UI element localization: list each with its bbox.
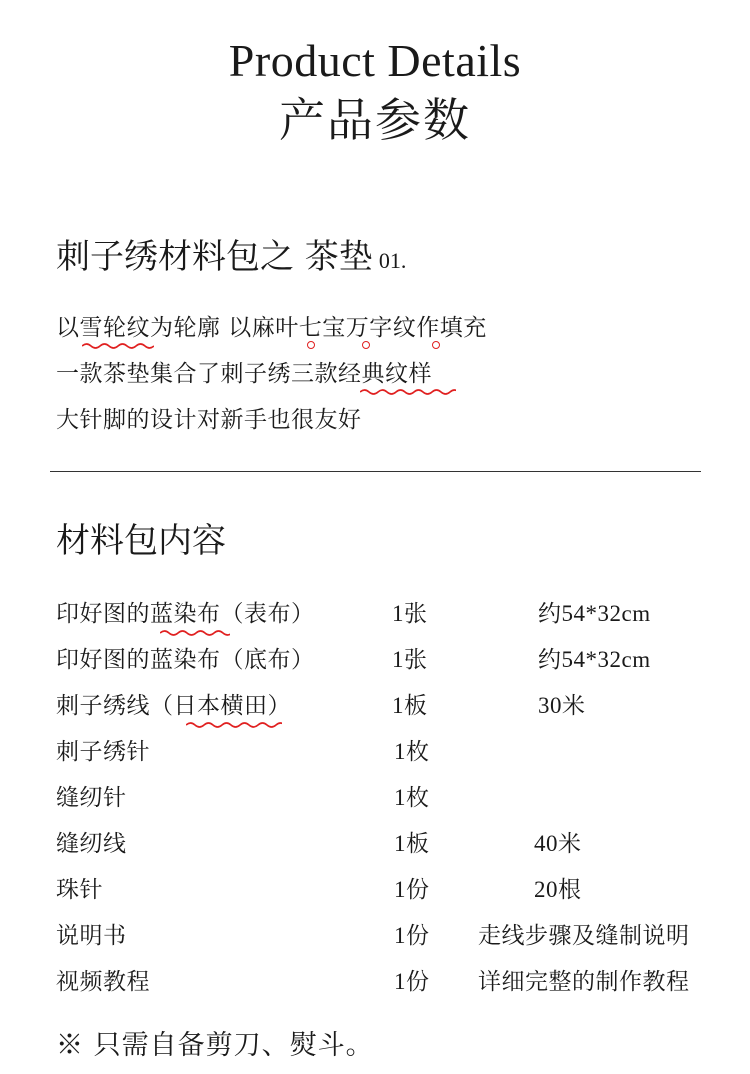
item-name: 视频教程	[56, 969, 150, 995]
product-number: 01.	[378, 248, 407, 273]
item-note: 约54*32cm	[538, 601, 651, 626]
item-name: 刺子绣针	[56, 739, 150, 765]
item-note: 30米	[538, 693, 586, 718]
item-note: 20根	[534, 877, 582, 902]
item-qty: 1张	[392, 601, 428, 626]
item-name: 印好图的蓝染布（底布）	[56, 647, 315, 673]
emphasis-dot-mark	[307, 341, 315, 349]
contents-title: 材料包内容	[56, 521, 226, 561]
description-line-2: 一款茶垫集合了刺子绣三款经典纹样	[56, 361, 432, 387]
item-name: 说明书	[56, 923, 127, 949]
item-qty: 1张	[392, 647, 428, 672]
item-name: 印好图的蓝染布（表布）	[56, 601, 315, 627]
emphasis-wavy-mark	[360, 388, 456, 396]
page-title-zh: 产品参数	[279, 93, 471, 147]
item-qty: 1板	[394, 831, 430, 856]
description-line-1: 以雪轮纹为轮廓 以麻叶七宝万字纹作填充	[56, 315, 487, 341]
emphasis-wavy-mark	[186, 721, 282, 729]
item-qty: 1枚	[394, 739, 430, 764]
item-name: 缝纫针	[56, 785, 127, 811]
description-line-3: 大针脚的设计对新手也很友好	[56, 407, 362, 433]
item-note: 走线步骤及缝制说明	[478, 923, 690, 948]
footer-note: ※ 只需自备剪刀、熨斗。	[56, 1030, 374, 1061]
item-qty: 1份	[394, 969, 430, 994]
item-note: 详细完整的制作教程	[478, 969, 690, 994]
item-note: 40米	[534, 831, 582, 856]
item-qty: 1份	[394, 877, 430, 902]
item-qty: 1板	[392, 693, 428, 718]
product-name	[56, 234, 406, 284]
emphasis-dot-mark	[432, 341, 440, 349]
page-title-en: Product Details	[228, 35, 522, 86]
section-divider	[50, 471, 701, 472]
product-name-text: 刺子绣材料包之 茶垫	[56, 237, 373, 277]
item-name: 珠针	[56, 877, 103, 903]
item-name: 缝纫线	[56, 831, 127, 857]
emphasis-dot-mark	[362, 341, 370, 349]
item-note: 约54*32cm	[538, 647, 651, 672]
item-qty: 1枚	[394, 785, 430, 810]
item-name: 刺子绣线（日本横田）	[56, 693, 291, 719]
item-qty: 1份	[394, 923, 430, 948]
emphasis-wavy-mark	[160, 629, 230, 637]
emphasis-wavy-mark	[82, 342, 154, 350]
